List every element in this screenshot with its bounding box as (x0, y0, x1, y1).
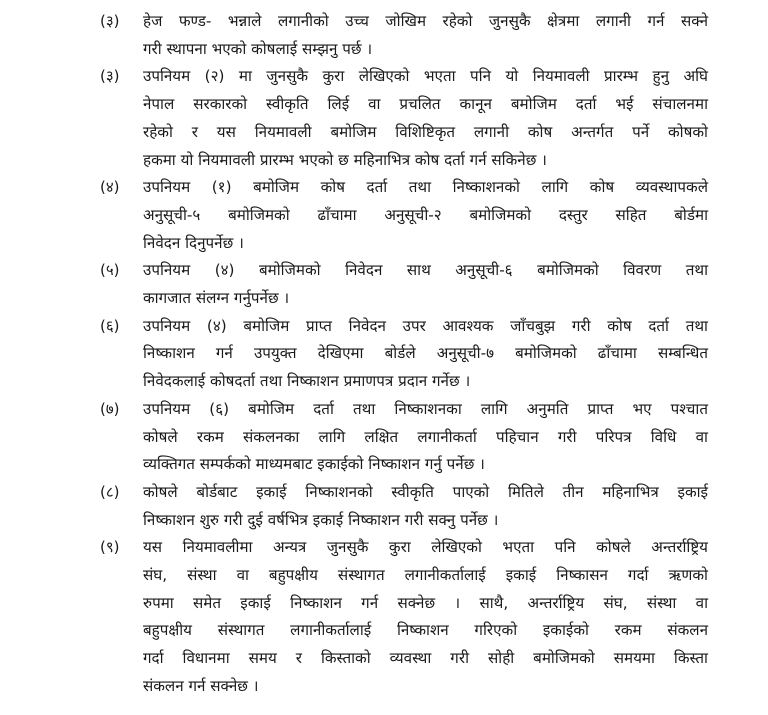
clause-4 (0, 174, 768, 257)
clause-line: उपनियम (२) मा जुनसुकै कुरा लेखिएको भएता पनि यो नियमावली प्रारम्भ हुनु अघि (143, 67, 708, 86)
clause-line: संघ, संस्था वा बहुपक्षीय संस्थागत लगानीकर्तालाई इकाई निष्कासन गर्दा ऋणको (143, 566, 708, 585)
clause-number: (६) (100, 316, 120, 335)
clause-line: उपनियम (४) बमोजिमको निवेदन साथ अनुसूची-६ बमोजिमको विवरण तथा (143, 261, 708, 280)
clause-6 (0, 313, 768, 396)
clause-8 (0, 479, 768, 534)
clause-number: (४) (100, 178, 120, 197)
clause-number: (९) (100, 538, 120, 557)
clause-line: निष्काशन शुरु गरी दुई वर्षभित्र इकाई निष्काशन गरी सक्नु पर्नेछ । (143, 510, 499, 529)
clause-number: (३) (100, 12, 120, 30)
clause-line: हकमा यो नियमावली प्रारम्भ भएको छ महिनाभित्र कोष दर्ता गर्न सकिनेछ । (143, 150, 547, 169)
clause-line: यस नियमावलीमा अन्यत्र जुनसुकै कुरा लेखिएको भएता पनि कोषले अन्तर्राष्ट्रिय (143, 538, 708, 557)
clause-number: (८) (100, 482, 120, 501)
clause-line: निवेदकलाई कोषदर्ता तथा निष्काशन प्रमाणपत्र प्रदान गर्नेछ । (143, 372, 471, 391)
clause-line: कागजात संलग्न गर्नुपर्नेछ । (143, 289, 290, 308)
clause-line: अनुसूची-५ बमोजिमको ढाँचामा अनुसूची-२ बमोजिमको दस्तुर सहित बोर्डमा (143, 205, 708, 224)
document-body (0, 8, 768, 701)
clause-line: कोषले बोर्डबाट इकाई निष्काशनको स्वीकृति पाएको मितिले तीन महिनाभित्र इकाई (143, 482, 708, 501)
clause-3b (0, 63, 768, 174)
clause-line: नेपाल सरकारको स्वीकृति लिई वा प्रचलित कानून बमोजिम दर्ता भई संचालनमा (143, 95, 708, 114)
clause-line: रुपमा समेत इकाई निष्काशन गर्न सक्नेछ । साथै, अन्तर्राष्ट्रिय संघ, संस्था वा (143, 593, 708, 612)
clause-number: (३) (100, 67, 120, 86)
clause-number: (५) (100, 261, 120, 280)
clause-9 (0, 534, 768, 700)
clause-line: निवेदन दिनुपर्नेछ । (143, 233, 244, 252)
clause-line: उपनियम (१) बमोजिम कोष दर्ता तथा निष्काशनको लागि कोष व्यवस्थापकले (143, 178, 708, 197)
clause-line: संकलन गर्न सक्नेछ । (143, 676, 259, 695)
clause-line: गरी स्थापना भएको कोषलाई सम्झनु पर्छ । (143, 39, 373, 58)
clause-line: गर्दा विधानमा समय र किस्ताको व्यवस्था गरी सोही बमोजिमको समयमा किस्ता (143, 649, 708, 668)
clause-line: हेज फण्ड- भन्नाले लगानीको उच्च जोखिम रहेको जुनसुकै क्षेत्रमा लगानी गर्न सक्ने (143, 12, 708, 30)
clause-7 (0, 396, 768, 479)
clause-line: निष्काशन गर्न उपयुक्त देखिएमा बोर्डले अनुसूची-७ बमोजिमको ढाँचामा सम्बन्धित (143, 344, 708, 363)
clause-number: (७) (100, 399, 120, 418)
clause-line: कोषले रकम संकलनका लागि लक्षित लगानीकर्ता पहिचान गरी परिपत्र विधि वा (143, 427, 708, 446)
clause-line: रहेको र यस नियमावली बमोजिम विशिष्टिकृत लगानी कोष अन्तर्गत पर्ने कोषको (143, 122, 708, 141)
clause-5 (0, 257, 768, 312)
clause-line: उपनियम (६) बमोजिम दर्ता तथा निष्काशनका लागि अनुमति प्राप्त भए पश्चात (143, 399, 708, 418)
clause-line: बहुपक्षीय संस्थागत लगानीकर्तालाई निष्काशन गरिएको इकाईको रकम संकलन (143, 621, 708, 640)
clause-3a (0, 8, 768, 63)
clause-line: व्यक्तिगत सम्पर्कको माध्यमबाट इकाईको निष्काशन गर्नु पर्नेछ । (143, 455, 485, 474)
clause-line: उपनियम (४) बमोजिम प्राप्त निवेदन उपर आवश्यक जाँचबुझ गरी कोष दर्ता तथा (143, 316, 708, 335)
